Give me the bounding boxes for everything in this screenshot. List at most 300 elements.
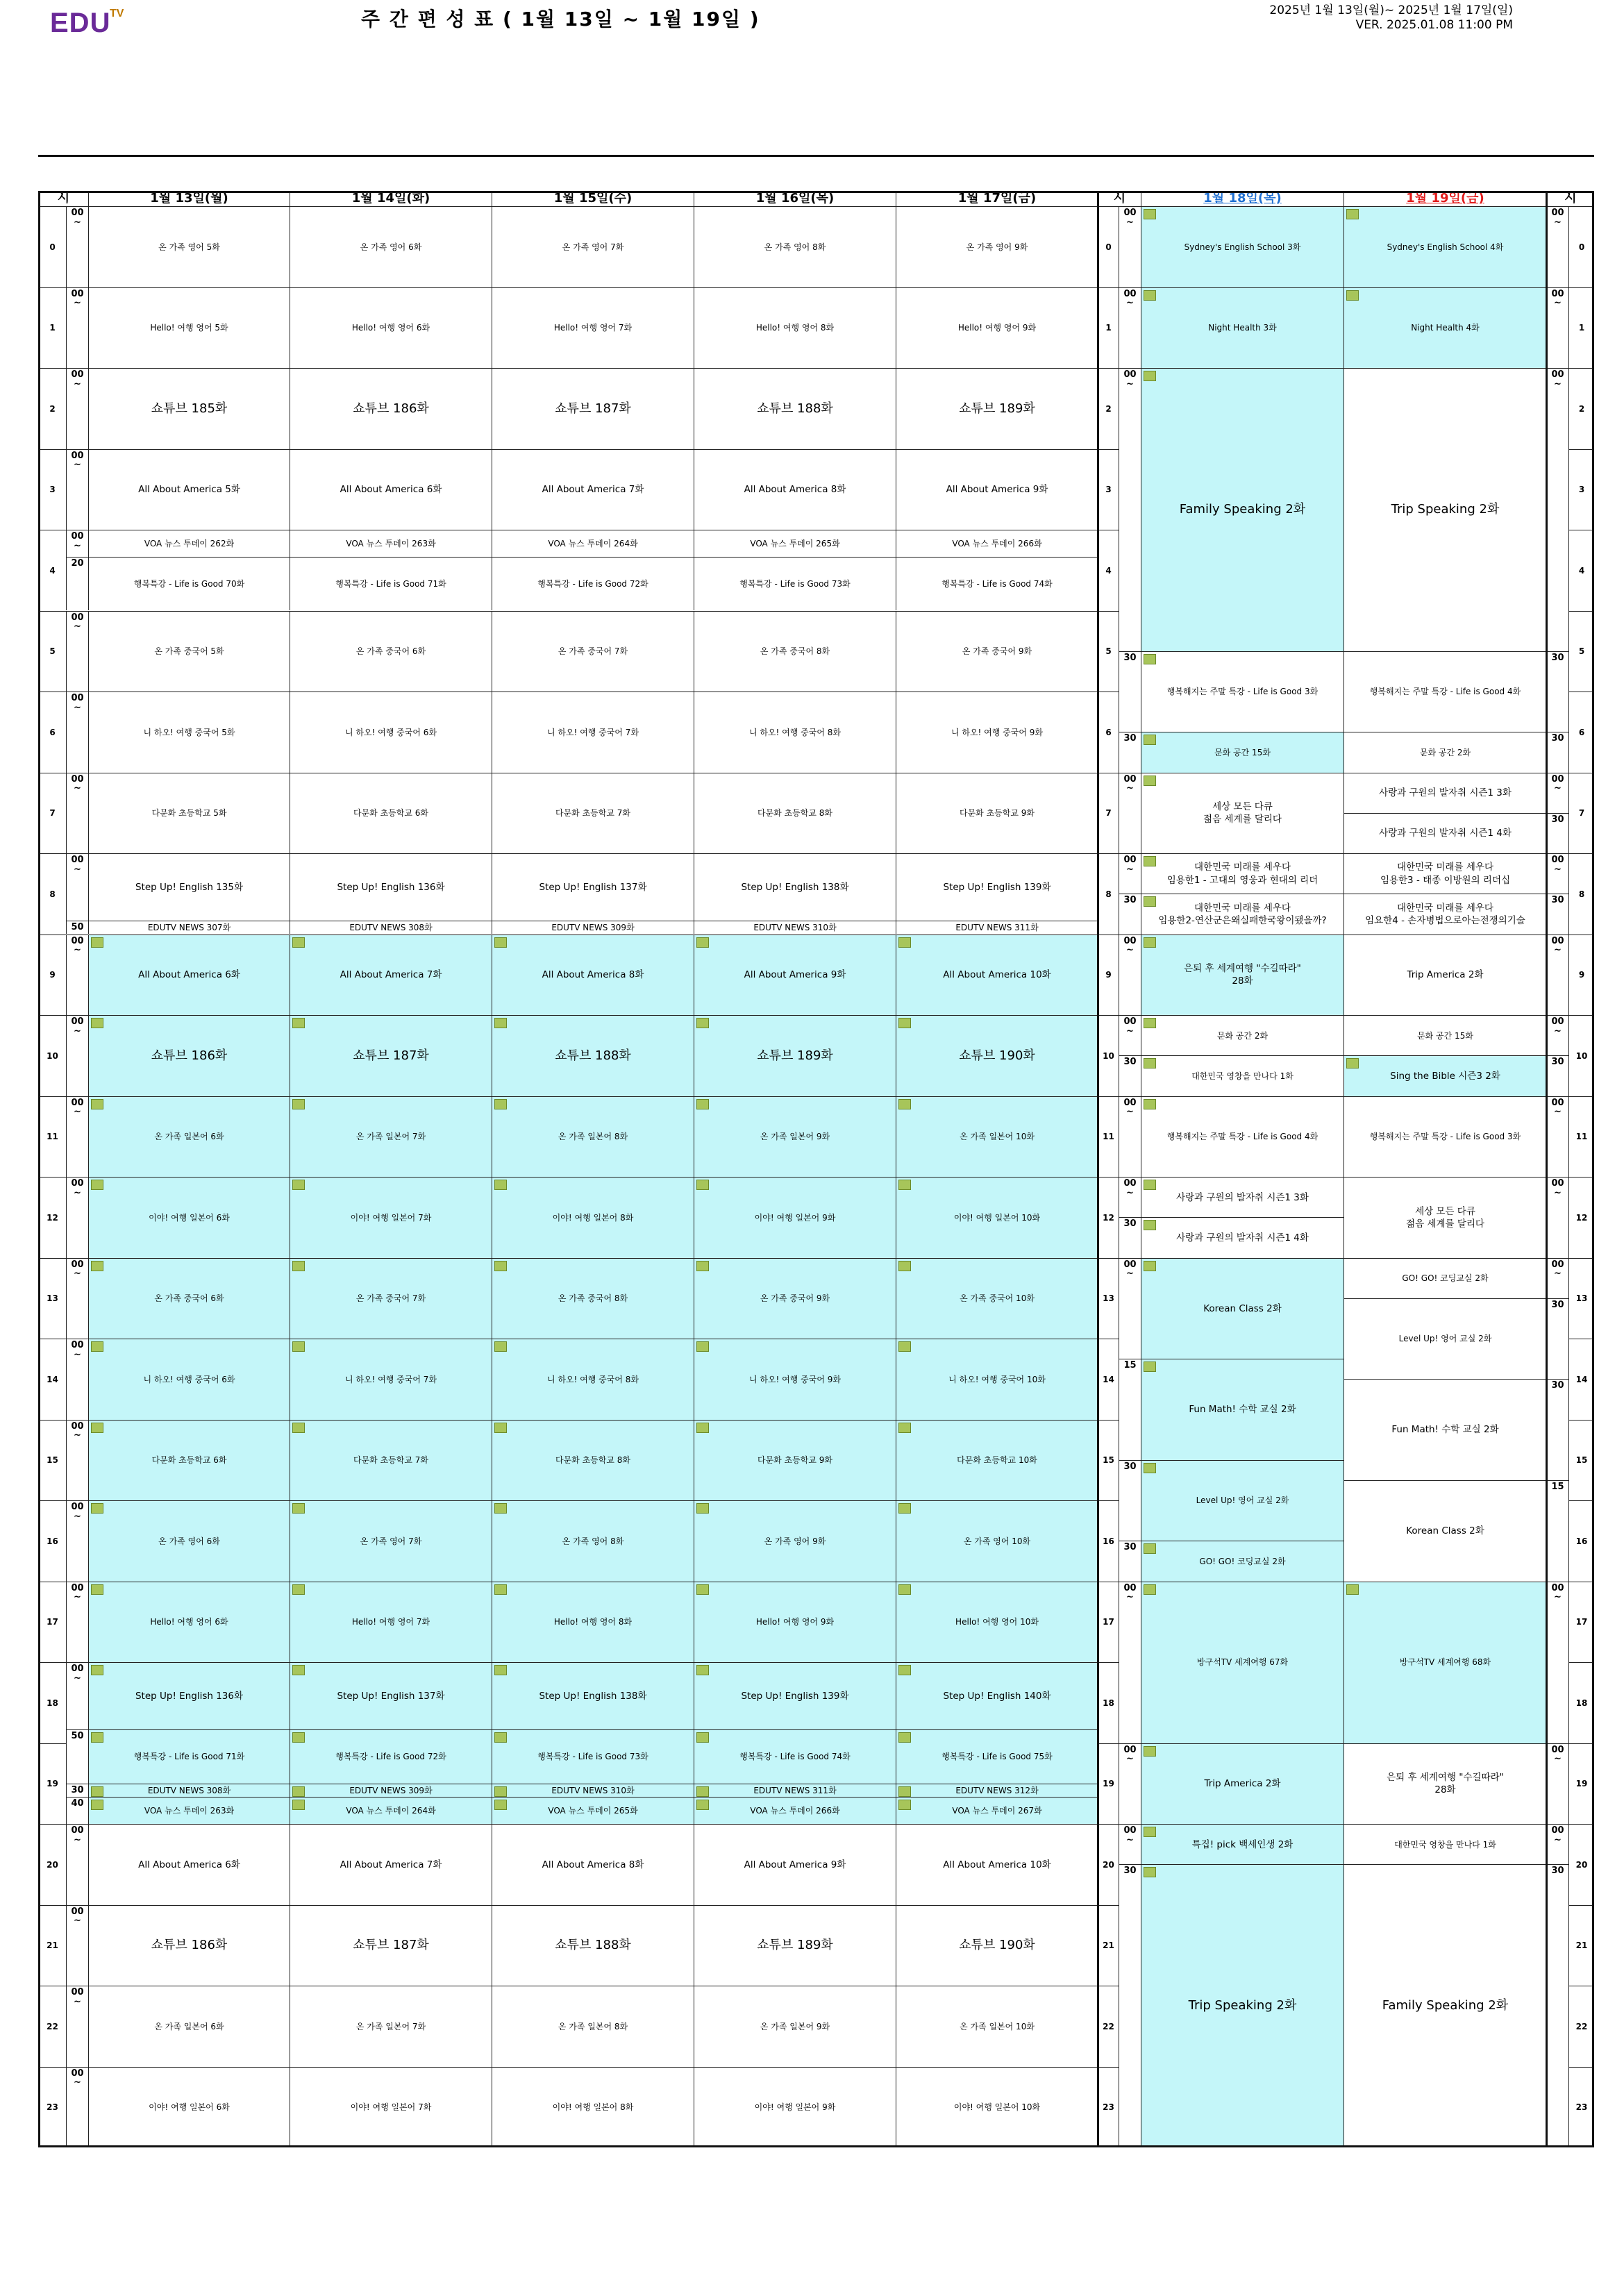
program-cell-label: 행복특강 - Life is Good 72화 [537,579,648,589]
hour-cell [38,611,66,692]
minute-marker-text: ~ [74,783,81,794]
hour-cell [1098,1177,1119,1258]
program-cell-label: Step Up! English 137화 [337,1690,445,1702]
minute-marker-text: 00 [1551,855,1564,865]
program-cell-label: 이야! 여행 일본어 9화 [754,1212,836,1223]
minute-marker [1546,287,1568,369]
program-cell [694,287,896,369]
program-cell-label: Step Up! English 136화 [337,881,445,893]
rerun-flag-icon [898,1665,911,1675]
rerun-flag-icon [494,1018,507,1028]
program-cell-label: Family Speaking 2화 [1382,1998,1509,2013]
hour-cell-label: 18 [47,1698,58,1708]
program-cell-label: EDUTV NEWS 312화 [955,1785,1039,1795]
program-cell-label: All About America 7화 [340,1859,442,1870]
program-cell [1343,894,1546,934]
program-cell-label: Hello! 여행 영어 10화 [955,1617,1039,1627]
program-cell-label: 이야! 여행 일본어 9화 [754,2102,836,2113]
program-cell [896,1905,1098,1986]
minute-marker-text: ~ [1554,298,1562,309]
minute-marker [1546,1015,1568,1055]
hour-cell-label: 18 [1575,1698,1588,1708]
hour-cell [1098,1662,1119,1743]
hour-cell-label: 23 [47,2102,58,2113]
program-cell-label: 다문화 초등학교 7화 [353,1455,428,1466]
program-cell [290,853,492,921]
hour-cell [1098,1015,1119,1096]
program-cell-label: 행복해지는 주말 특강 - Life is Good 4화 [1369,687,1521,697]
program-cell [1141,1177,1343,1217]
hour-cell-label: 7 [1578,808,1585,819]
hour-cell [38,2067,66,2148]
hour-cell-label: 13 [47,1293,58,1304]
minute-marker-text: 30 [1551,1380,1564,1391]
hour-cell [1098,611,1119,692]
program-cell [896,921,1098,934]
minute-marker-text: 00 [1123,369,1137,380]
program-cell-label: 온 가족 일본어 8화 [558,2021,628,2031]
minute-marker-text: ~ [1126,864,1134,875]
program-cell-label: 방구석TV 세계여행 67화 [1196,1657,1289,1668]
minute-marker [66,1420,88,1501]
program-cell-label: 온 가족 영어 8화 [764,242,826,252]
minute-marker-text: 00 [71,1906,84,1917]
program-cell [1343,1298,1546,1380]
minute-marker-text: 00 [71,773,84,785]
minute-marker-text: 50 [71,1731,84,1742]
program-cell [1141,732,1343,772]
program-cell-label: 다문화 초등학교 8화 [757,808,832,819]
program-cell-label: Fun Math! 수학 교실 2화 [1189,1404,1296,1416]
program-cell [88,1177,290,1258]
program-cell [694,1096,896,1178]
program-cell-label: 니 하오! 여행 중국어 7화 [546,727,639,737]
program-cell [88,1500,290,1582]
rerun-flag-icon [696,1800,709,1810]
minute-marker-text: 00 [71,1016,84,1027]
program-cell-label: 세상 모든 다큐 젊음 세계를 달리다 [1203,801,1282,826]
svg-text:TV: TV [110,8,124,19]
program-cell-label: 온 가족 중국어 8화 [760,646,830,657]
rerun-flag-icon [494,1584,507,1595]
rerun-flag-icon [898,1261,911,1271]
col-header-day [290,191,492,206]
hour-cell [38,1420,66,1501]
minute-marker-text: 00 [1551,1178,1564,1189]
column-divider [1546,191,1548,2147]
program-cell-label: 쇼튜브 190화 [959,1048,1035,1063]
hour-cell [1098,1743,1119,1825]
hour-cell [38,1258,66,1339]
hour-cell [1568,1582,1594,1663]
program-cell-label: Night Health 3화 [1208,323,1277,333]
program-cell [492,1729,694,1784]
minute-marker-text: ~ [1554,1754,1562,1765]
program-cell-label: VOA 뉴스 투데이 264화 [548,538,638,548]
hour-cell [1098,1905,1119,1986]
minute-marker-text: ~ [1554,378,1562,389]
program-cell-label: Hello! 여행 영어 8화 [553,1617,633,1627]
program-cell-label: 문화 공간 2화 [1419,747,1471,757]
hour-cell-label: 14 [1575,1374,1588,1384]
minute-marker [66,1662,88,1729]
rerun-flag-icon [1346,290,1359,301]
hour-cell [1098,1500,1119,1582]
rerun-flag-icon [1144,856,1156,866]
minute-marker [1546,732,1568,772]
program-cell-label: 온 가족 중국어 8화 [558,1293,628,1304]
minute-marker-text: ~ [74,1268,81,1280]
minute-marker [1119,773,1141,854]
program-cell [896,773,1098,854]
col-header-day [492,191,694,206]
program-cell [694,1258,896,1339]
program-cell [1343,1096,1546,1178]
program-cell [1141,894,1343,934]
program-cell [694,530,896,557]
program-cell-label: 니 하오! 여행 중국어 5화 [143,727,235,737]
program-cell [1343,1480,1546,1582]
rerun-flag-icon [1144,1261,1156,1271]
program-cell [694,1662,896,1729]
header-rule [38,155,1594,157]
program-cell [1141,1743,1343,1825]
rerun-flag-icon [1144,1099,1156,1109]
program-cell [290,921,492,934]
program-cell-label: All About America 9화 [744,969,846,981]
program-cell [1141,287,1343,369]
rerun-flag-icon [292,1786,305,1797]
program-cell [290,1420,492,1501]
program-cell [88,935,290,1016]
minute-marker-text: ~ [74,1430,81,1441]
minute-marker-text: ~ [74,378,81,389]
program-cell [694,1824,896,1905]
program-cell-label: 니 하오! 여행 중국어 9화 [748,1374,842,1384]
program-cell-label: All About America 8화 [542,969,644,981]
program-cell [1141,206,1343,287]
program-cell-label: 온 가족 중국어 9화 [962,646,1032,657]
rerun-flag-icon [292,1503,305,1514]
program-cell-label: GO! GO! 코딩교실 2화 [1402,1273,1489,1284]
program-cell-label: 행복특강 - Life is Good 74화 [739,1752,851,1762]
program-cell-label: 다문화 초등학교 9화 [959,808,1035,819]
hour-cell-label: 15 [1103,1455,1114,1466]
col-header-day-label: 1월 17일(금) [957,191,1037,206]
program-cell-label: 행복특강 - Life is Good 71화 [335,579,446,589]
minute-marker-text: 00 [71,208,84,218]
hour-cell-label: 22 [1103,2021,1114,2031]
program-cell [492,206,694,287]
program-cell [896,368,1098,449]
program-cell [492,1662,694,1729]
rerun-flag-icon [494,1665,507,1675]
program-cell [1141,773,1343,854]
col-header-sunday-label: 1월 19일(금) [1406,191,1484,206]
rerun-flag-icon [696,1665,709,1675]
program-cell-label: EDUTV NEWS 309화 [551,923,635,933]
hour-cell [1568,1420,1594,1501]
hour-cell [1568,853,1594,935]
rerun-flag-icon [494,1099,507,1109]
hour-cell [1568,935,1594,1016]
rerun-flag-icon [1144,209,1156,219]
hour-cell [38,1096,66,1178]
minute-marker-text: ~ [74,1349,81,1360]
program-cell [88,1824,290,1905]
program-cell-label: 다문화 초등학교 7화 [555,808,630,819]
col-header-day-label: 1월 13일(월) [150,191,228,206]
rerun-flag-icon [696,1732,709,1743]
minute-marker-text: ~ [1126,1187,1134,1198]
minute-marker [1119,1864,1141,2147]
hour-cell-label: 7 [49,808,56,819]
minute-marker-text: 00 [71,288,84,299]
program-cell [1343,813,1546,853]
hour-cell-label: 7 [1105,808,1112,819]
program-cell-label: Sydney's English School 4화 [1387,242,1504,252]
minute-marker-text: 00 [1123,208,1137,218]
program-cell [896,1662,1098,1729]
program-cell-label: EDUTV NEWS 308화 [349,923,433,933]
minute-marker-text: 00 [1123,1016,1137,1027]
hour-cell-label: 18 [1103,1698,1114,1708]
program-cell-label: 온 가족 중국어 5화 [154,646,224,657]
minute-marker-text: ~ [74,1511,81,1522]
program-cell-label: 온 가족 일본어 6화 [154,1132,224,1142]
program-cell-label: 문화 공간 15화 [1417,1030,1473,1041]
minute-marker-text: ~ [74,1916,81,1927]
minute-marker-text: 00 [1123,288,1137,299]
minute-marker-text: 20 [71,558,84,569]
minute-marker-text: 30 [1123,1057,1137,1068]
hour-cell-label: 22 [47,2021,58,2031]
hour-cell-label: 9 [1105,970,1112,980]
hour-cell-label: 16 [1103,1536,1114,1546]
program-cell-label: 온 가족 일본어 10화 [960,2021,1035,2031]
hour-cell [38,368,66,449]
program-cell [1343,1055,1546,1096]
program-cell [492,1797,694,1824]
program-cell-label: 니 하오! 여행 중국어 6화 [143,1374,235,1384]
program-cell-label: 쇼튜브 187화 [555,401,631,416]
col-header-hour [1546,191,1594,206]
minute-marker-text: ~ [1554,217,1562,228]
hour-cell [38,1824,66,1905]
rerun-flag-icon [292,1261,305,1271]
program-cell-label: All About America 9화 [744,1859,846,1870]
program-cell [290,1500,492,1582]
minute-marker-text: ~ [74,1996,81,2007]
program-cell [694,1582,896,1663]
minute-marker-text: 00 [1551,1097,1564,1108]
program-cell-label: Step Up! English 138화 [539,1690,647,1702]
minute-marker-text: 30 [1551,1866,1564,1877]
program-cell [290,1177,492,1258]
hour-cell [1098,853,1119,935]
program-cell-label: All About America 6화 [340,484,442,496]
rerun-flag-icon [696,1180,709,1190]
logo-graphic [49,4,132,35]
hour-cell [38,773,66,854]
program-cell [1141,1460,1343,1541]
col-header-saturday-label: 1월 18일(목) [1203,191,1282,206]
hour-cell [1568,1177,1594,1258]
program-cell-label: 다문화 초등학교 9화 [757,1455,832,1466]
program-cell-label: 행복특강 - Life is Good 73화 [537,1752,648,1762]
hour-cell-label: 10 [47,1050,58,1061]
minute-marker-text: 00 [1123,1582,1137,1593]
hour-cell [38,1582,66,1663]
program-cell [492,1339,694,1420]
minute-marker [66,1096,88,1178]
program-cell-label: 이야! 여행 일본어 6화 [149,1212,230,1223]
program-cell-label: 행복특강 - Life is Good 72화 [335,1752,446,1762]
program-cell [88,1258,290,1339]
program-cell [88,206,290,287]
program-cell [896,853,1098,921]
program-cell [492,557,694,611]
minute-marker [1119,1460,1141,1541]
minute-marker [1119,1258,1141,1359]
program-cell [492,853,694,921]
hour-cell-label: 1 [1105,323,1112,333]
minute-marker-text: 00 [71,935,84,946]
rerun-flag-icon [1144,1746,1156,1757]
program-cell [88,1797,290,1824]
minute-marker-text: ~ [1126,298,1134,309]
program-cell-label: 쇼튜브 188화 [555,1048,631,1063]
minute-marker-text: 00 [71,612,84,623]
col-header-hour [1098,191,1141,206]
minute-marker [66,935,88,1016]
program-cell [1343,1379,1546,1480]
hour-cell-label: 4 [49,565,56,576]
program-cell [492,1177,694,1258]
col-header-day-label: 1월 16일(목) [755,191,835,206]
col-header-day-label: 1월 14일(화) [351,191,430,206]
rerun-flag-icon [898,1180,911,1190]
minute-marker-text: 00 [1551,1582,1564,1593]
hour-cell-label: 13 [1575,1293,1588,1304]
program-cell-label: EDUTV NEWS 309화 [349,1785,433,1795]
program-cell-label: 행복해지는 주말 특강 - Life is Good 3화 [1369,1132,1521,1142]
rerun-flag-icon [1144,1058,1156,1069]
program-cell-label: Sydney's English School 3화 [1184,242,1301,252]
minute-marker-text: 30 [1123,652,1137,663]
minute-marker-text: 30 [1551,895,1564,906]
hour-cell-label: 23 [1575,2102,1588,2113]
program-cell [492,449,694,530]
minute-marker [1119,1743,1141,1825]
minute-marker [1546,813,1568,853]
rerun-flag-icon [1144,1180,1156,1190]
program-cell [290,287,492,369]
minute-marker [1546,773,1568,813]
hour-cell [1568,1258,1594,1339]
rerun-flag-icon [292,1018,305,1028]
program-cell [290,692,492,773]
program-cell [290,368,492,449]
program-cell [88,557,290,611]
hour-cell [1098,773,1119,854]
program-cell [290,611,492,692]
hour-cell [1098,1420,1119,1501]
hour-cell [38,692,66,773]
program-cell-label: 방구석TV 세계여행 68화 [1399,1657,1491,1668]
program-cell [290,1096,492,1178]
minute-marker [1546,1298,1568,1380]
program-cell-label: 다문화 초등학교 5화 [151,808,227,819]
program-cell-label: 쇼튜브 190화 [959,1938,1035,1953]
program-cell-label: 온 가족 일본어 8화 [558,1132,628,1142]
minute-marker-text: 30 [1123,1542,1137,1553]
minute-marker-text: ~ [1126,1107,1134,1118]
minute-marker [1546,1582,1568,1743]
program-cell [1343,651,1546,732]
minute-marker [1119,651,1141,732]
program-cell [88,449,290,530]
program-cell [694,1784,896,1797]
minute-marker-text: ~ [1126,1754,1134,1765]
program-cell-label: 온 가족 중국어 10화 [960,1293,1035,1304]
program-cell-label: 니 하오! 여행 중국어 6화 [344,727,437,737]
minute-marker-text: 30 [1551,814,1564,825]
program-cell [290,449,492,530]
hour-cell [38,1500,66,1582]
hour-cell-label: 3 [49,485,56,495]
program-cell [1141,853,1343,894]
rerun-flag-icon [898,937,911,948]
minute-marker-text: ~ [1126,945,1134,956]
program-cell [694,1986,896,2067]
minute-marker [1119,1096,1141,1178]
program-cell [1343,1864,1546,2147]
hour-cell [1568,1500,1594,1582]
minute-marker-text: ~ [1554,1187,1562,1198]
minute-marker [66,773,88,854]
program-cell-label: 은퇴 후 세계여행 "수길따라" 28화 [1387,1772,1504,1796]
program-cell [896,1784,1098,1797]
hour-cell-label: 11 [1103,1132,1114,1142]
program-cell-label: 문화 공간 15화 [1214,747,1271,757]
minute-marker [1546,1177,1568,1258]
rerun-flag-icon [898,1018,911,1028]
program-cell-label: 쇼튜브 188화 [757,401,833,416]
hour-cell [1098,368,1119,449]
program-cell [694,1500,896,1582]
program-cell-label: 대한민국 영창을 만나다 1화 [1394,1839,1496,1850]
minute-marker [66,368,88,449]
minute-marker [1119,935,1141,1016]
program-cell-label: EDUTV NEWS 310화 [551,1785,635,1795]
hour-cell-label: 0 [1105,242,1112,252]
program-cell-label: All About America 6화 [138,1859,240,1870]
hour-cell-label: 17 [1103,1617,1114,1627]
program-cell-label: Hello! 여행 영어 6화 [351,323,430,333]
program-cell-label: 쇼튜브 189화 [757,1938,833,1953]
minute-marker [1546,935,1568,1016]
program-cell [88,1582,290,1663]
program-cell [896,1824,1098,1905]
program-cell-label: 사랑과 구원의 발자취 시즌1 3화 [1176,1191,1309,1203]
program-cell-label: Family Speaking 2화 [1179,502,1306,517]
program-cell [88,853,290,921]
minute-marker [1546,1864,1568,2147]
program-cell-label: 행복특강 - Life is Good 70화 [133,579,245,589]
minute-marker [1119,732,1141,772]
program-cell-label: 쇼튜브 188화 [555,1938,631,1953]
